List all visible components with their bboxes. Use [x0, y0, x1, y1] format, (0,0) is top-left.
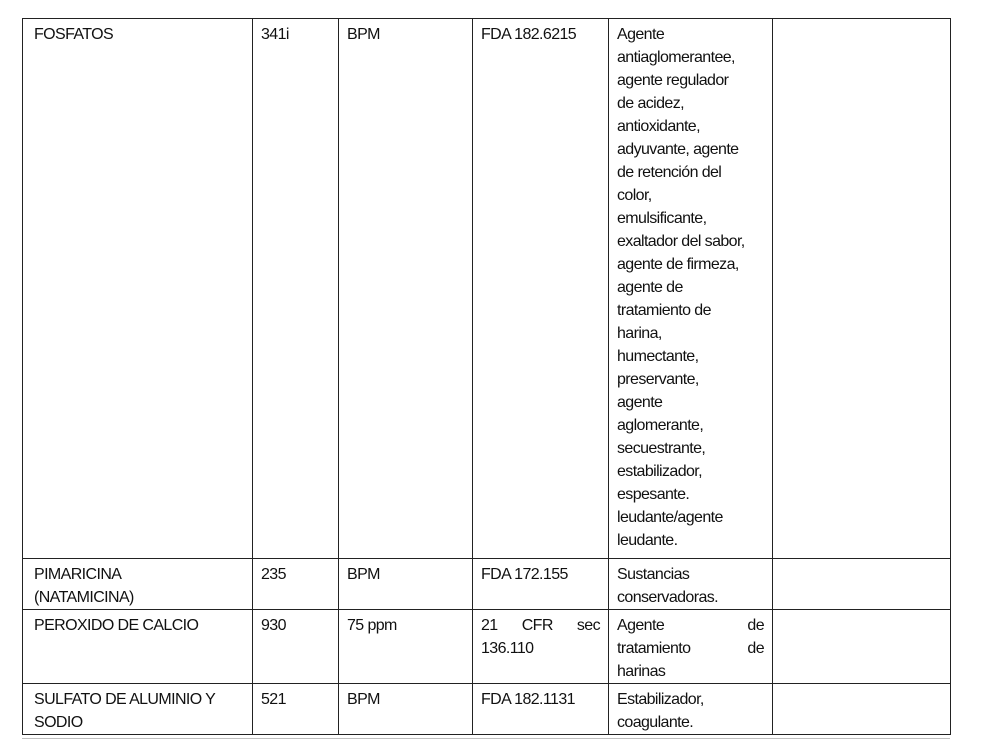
ins-number: 341i [261, 26, 289, 43]
function-line: preservante, [617, 371, 699, 388]
additive-name-line: (NATAMICINA) [34, 589, 134, 606]
reference: FDA 182.6215 [481, 26, 577, 43]
function-line: antioxidante, [617, 118, 700, 135]
ins-number: 930 [261, 617, 286, 634]
function-line: coagulante. [617, 714, 694, 731]
function-line: de acidez, [617, 95, 684, 112]
function-line: color, [617, 187, 652, 204]
additive-name-cell [23, 559, 253, 610]
ins-number-cell [253, 19, 339, 559]
additive-name: FOSFATOS [34, 26, 114, 43]
function-line: humectante, [617, 348, 699, 365]
function-line: conservadoras. [617, 589, 718, 606]
function-line: Estabilizador, [617, 691, 704, 708]
max-limit-cell [339, 19, 473, 559]
function-line: adyuvante, agente [617, 141, 739, 158]
function-line: tratamiento de [617, 640, 764, 657]
function-line: de retención del [617, 164, 722, 181]
function-line: exaltador del sabor, [617, 233, 745, 250]
function-line: leudante/agente [617, 509, 723, 526]
function-line: Agente de [617, 617, 764, 634]
function-cell [609, 559, 773, 610]
table-row [23, 684, 951, 735]
max-limit: BPM [347, 26, 380, 43]
function-line: emulsificante, [617, 210, 707, 227]
ins-number-cell [253, 684, 339, 735]
empty-cell [773, 610, 951, 684]
max-limit-cell [339, 559, 473, 610]
table-row [23, 610, 951, 684]
max-limit: BPM [347, 566, 380, 583]
reference-line: 136.110 [481, 640, 534, 657]
ins-number-cell [253, 559, 339, 610]
max-limit-cell [339, 684, 473, 735]
function-line: antiaglomerantee, [617, 49, 735, 66]
max-limit: 75 ppm [347, 617, 397, 634]
additive-name-line: PIMARICINA [34, 566, 122, 583]
additive-name-cell [23, 684, 253, 735]
function-line: harinas [617, 663, 666, 680]
additive-name-line: SULFATO DE ALUMINIO Y [34, 691, 216, 708]
function-cell [609, 684, 773, 735]
table-row [23, 19, 951, 559]
reference: FDA 182.1131 [481, 691, 575, 708]
empty-cell [773, 684, 951, 735]
additives-table [22, 18, 951, 735]
additive-name-line: SODIO [34, 714, 83, 731]
function-line: secuestrante, [617, 440, 706, 457]
reference-cell [473, 19, 609, 559]
function-line: leudante. [617, 532, 678, 549]
max-limit: BPM [347, 691, 380, 708]
function-line: Agente [617, 26, 665, 43]
function-line: agente de firmeza, [617, 256, 739, 273]
function-line: estabilizador, [617, 463, 702, 480]
reference: FDA 172.155 [481, 566, 568, 583]
function-line: agente de [617, 279, 683, 296]
ins-number: 235 [261, 566, 286, 583]
empty-cell [773, 559, 951, 610]
max-limit-cell [339, 610, 473, 684]
function-line: espesante. [617, 486, 690, 503]
additive-name-cell [23, 19, 253, 559]
function-cell [609, 19, 773, 559]
function-line: Sustancias [617, 566, 690, 583]
function-line: aglomerante, [617, 417, 704, 434]
ins-number: 521 [261, 691, 286, 708]
table-row [23, 559, 951, 610]
function-cell [609, 610, 773, 684]
reference-cell [473, 684, 609, 735]
empty-cell [773, 19, 951, 559]
function-line: tratamiento de [617, 302, 711, 319]
function-line: harina, [617, 325, 662, 342]
reference-line: 21 CFR sec [481, 617, 600, 634]
reference-cell [473, 610, 609, 684]
additive-name: PEROXIDO DE CALCIO [34, 617, 199, 634]
function-line: agente [617, 394, 663, 411]
additive-name-cell [23, 610, 253, 684]
reference-cell [473, 559, 609, 610]
page-bottom-rule [22, 738, 950, 739]
function-line: agente regulador [617, 72, 729, 89]
ins-number-cell [253, 610, 339, 684]
